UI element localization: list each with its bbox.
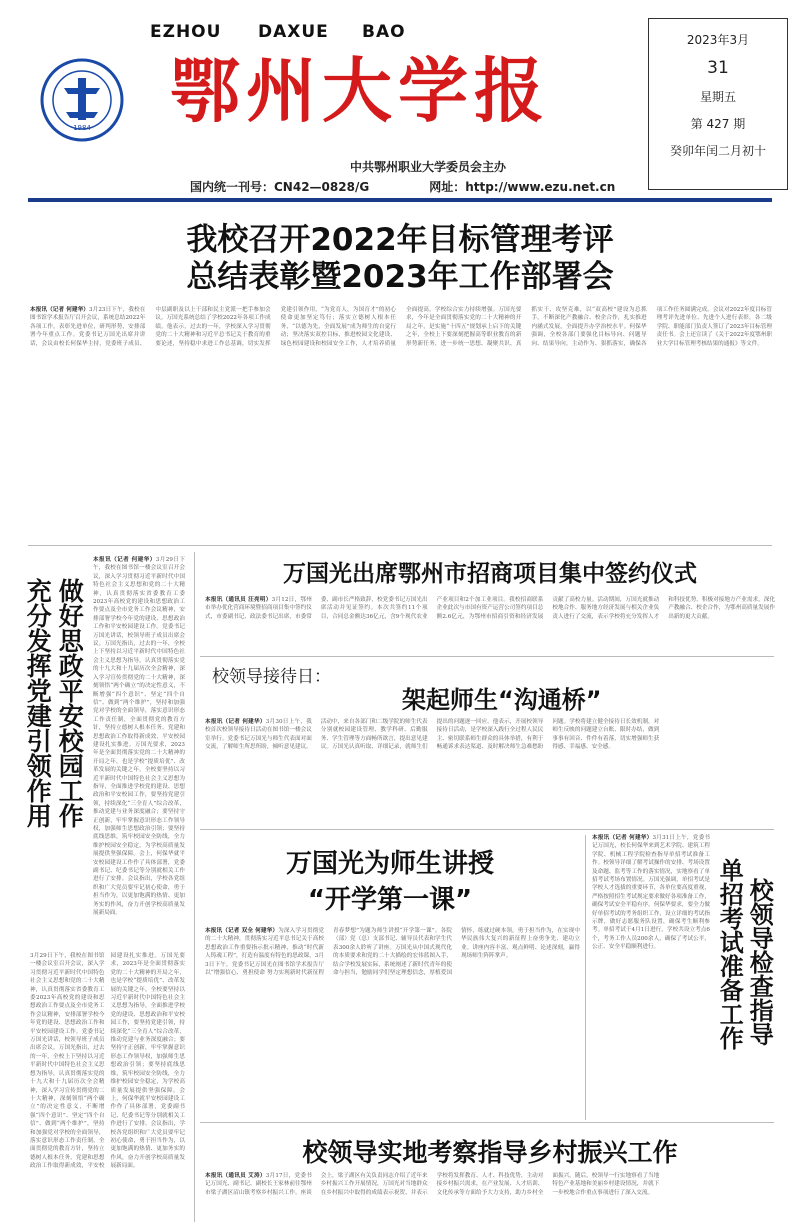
lead-headline-line2: 总结表彰暨2023年工作部署会 xyxy=(186,259,614,295)
issue-day: 31 xyxy=(707,58,729,78)
lead-headline xyxy=(120,222,680,296)
class-byline: 本报讯（记者 双全 何建华） xyxy=(205,928,279,934)
lead-headline-line1: 我校召开2022年目标管理考评 xyxy=(186,222,614,258)
divider xyxy=(200,656,774,657)
bridge-body xyxy=(205,718,775,824)
bridge-headline: 架起师生“沟通桥” xyxy=(402,686,602,714)
lead-body xyxy=(30,306,772,538)
rural-body xyxy=(205,1172,775,1226)
issue-date: 2023年3月 xyxy=(686,33,750,47)
left-column-text-continued: 3月29日下午，我校在图书馆一楼会议室召开会议，深入学习贯彻习近平新时代中国特色社会主义思想和党的二十大精神，认真贯彻落实省委教育工委2023年高校党的建设和思想政治工作要点及全市党务工作会议精神，安排部署学校今年党的建设、思想政治工作和平安校园建设工作。党委书记万国光讲话，校领导班子成员出席会议。万国光指出，过去的一年，全校上下坚持以习近平新时代中国特色社会主义思想为指导，认真贯彻落实党的十九大和十九届历次全会精神，深入学习宣传贯彻党的二十大精神，深刻领悟“两个确立”的决定性意义，不断增强“四个意识”、坚定“四个自信”、做到“两个维护”，坚持和加强党对学校的全面领导，落实意识形态工作责任制，全面贯彻党的教育方针，坚持立德树人根本任务，党建和思想政治工作取得新成效，平安校园建设扎实推进。万国光要求，2023年是全面贯彻落实党的二十大精神的开局之年，也是学校“提质培优”、改革发展的关键之年，全校要坚持以习近平新时代中国特色社会主义思想为指导，全面推进学校党的建设、思想政治和平安校园工作，要坚持党建引领，持续深化“三全育人”综合改革，推动党建与业务深度融合；要坚持守正创新，牢牢掌握意识形态工作领导权，加强师生思想政治引领；要坚持底线思维，筑牢校园安全防线，全力维护校园安全稳定，为学校高质量发展提供坚强保障。会上，何保华就平安校园建设工作作了具体部署，党委副书记、纪委书记等分别就相关工作进行了安排。会议指出，学校各党组织和广大党员要牢记初心使命，勇于担当作为，以更加饱满的热情、更加务实的作风，奋力开创学校高质量发展新局面。 xyxy=(30,953,185,1170)
rural-headline: 校领导实地考察指导乡村振兴工作 xyxy=(302,1138,678,1167)
exam-vertical-headline-2: 单招考试准备工作 xyxy=(715,858,744,1050)
issue-lunar-date: 癸卯年闰二月初十 xyxy=(669,144,766,158)
left-vertical-headline-1: 做好思政平安校园工作 xyxy=(55,578,85,828)
issue-info-box xyxy=(648,18,788,190)
signing-byline: 本报讯（通讯员 汪亮明） xyxy=(205,597,272,603)
masthead-pinyin-daxue: DAXUE xyxy=(258,22,329,42)
exam-vertical-headline-1: 校领导检查指导 xyxy=(745,878,774,1046)
masthead-rule xyxy=(28,198,772,202)
signing-text: 3月12日，鄂州市举办优化营商环境暨招商项目集中签约仪式，市委副书记、政法委书记出席，市委常委、副市长严格致辞，校党委书记万国光出席活动并见证签约。本次共签约11个项目，合同总金额达36亿元，含9个现代农业产业项目和2个加工业项目。我校招商联系企业此次与市国有资产运营公司签约项目总额2.6亿元，为鄂州市招商引资和经济发展贡献了高校力量。活动期间，万国光就推动校地合作、服务地方经济发展与相关企业负责人进行了交流，表示学校将充分发挥人才和科技优势，积极对接地方产业需求，深化产教融合、校企合作，为鄂州高质量发展作出新的更大贡献。 xyxy=(205,597,775,620)
divider xyxy=(200,1122,774,1123)
registration-line xyxy=(190,178,615,195)
left-column-body-top xyxy=(93,556,185,948)
bridge-byline: 本报讯（记者 何建华） xyxy=(205,719,266,725)
publisher: 中共鄂州职业大学委员会主办 xyxy=(350,160,507,174)
divider xyxy=(585,835,586,1120)
exam-byline: 本报讯（记者 何建华） xyxy=(592,835,653,841)
issn-label: 国内统一刊号：CN42—0828/G xyxy=(190,180,370,194)
issue-number: 第 427 期 xyxy=(690,117,746,131)
left-vertical-headline-2: 充分发挥党建引领作用 xyxy=(23,578,53,828)
class-text: 为深入学习贯彻党的二十大精神，贯彻落实习近平总书记关于高校思想政治工作重要指示批示精神，推动“时代新人铸魂工程”，打造有温度有特色的思政课，3月3日下午，党委书记万国光在图书馆学术报告厅以“增强信心、勇担使命 努力实现新时代新征程青春梦想”为题为师生讲授“开学第一课”。各院（部）党（总）支部书记、辅导员代表和学生代表300余人聆听了讲座。万国光从中国式现代化的本质要求和党的二十大描绘的宏伟蓝图入手，结合学校发展实际，系统阐述了新时代青年的使命与担当，勉励同学们坚定理想信念，厚植爱国情怀，练就过硬本领，勇于担当作为，在实现中华民族伟大复兴的新征程上奋勇争先、建功立业。讲座内容丰富、观点鲜明、论述深刻，赢得现场师生阵阵掌声。 xyxy=(205,928,580,977)
bridge-kicker: 校领导接待日： xyxy=(212,667,331,687)
lead-byline: 本报讯（记者 何建华） xyxy=(30,307,89,313)
left-column-text: 3月29日下午，我校在图书馆一楼会议室召开会议，深入学习贯彻习近平新时代中国特色社会主义思想和党的二十大精神，认真贯彻落实省委教育工委2023年高校党的建设和思想政治工作要点及全市党务工作会议精神，安排部署学校今年党的建设、思想政治工作和平安校园建设工作。党委书记万国光讲话，校领导班子成员出席会议。万国光指出，过去的一年，全校上下坚持以习近平新时代中国特色社会主义思想为指导，认真贯彻落实党的十九大和十九届历次全会精神，深入学习宣传贯彻党的二十大精神，深刻领悟“两个确立”的决定性意义，不断增强“四个意识”、坚定“四个自信”、做到“两个维护”，坚持和加强党对学校的全面领导，落实意识形态工作责任制，全面贯彻党的教育方针，坚持立德树人根本任务，党建和思想政治工作取得新成效，平安校园建设扎实推进。万国光要求，2023年是全面贯彻落实党的二十大精神的开局之年，也是学校“提质培优”、改革发展的关键之年，全校要坚持以习近平新时代中国特色社会主义思想为指导，全面推进学校党的建设、思想政治和平安校园工作，要坚持党建引领，持续深化“三全育人”综合改革，推动党建与业务深度融合；要坚持守正创新，牢牢掌握意识形态工作领导权，加强师生思想政治引领；要坚持底线思维，筑牢校园安全防线，全力维护校园安全稳定，为学校高质量发展提供坚强保障。会上，何保华就平安校园建设工作作了具体部署，党委副书记、纪委书记等分别就相关工作进行了安排。会议指出，学校各党组织和广大党员要牢记初心使命，勇于担当作为，以更加饱满的热情、更加务实的作风，奋力开创学校高质量发展新局面。 xyxy=(93,557,185,917)
lead-text: 3月23日下午，我校在图书馆学术报告厅召开会议，系统总结2022年各项工作，表彰先进单位，研判形势，安排部署今年重点工作。党委书记万国光出席并讲话，会议由校长何保华主持，党委班子成员、中层副职及以上干部和民主党派一把手参加会议。万国光系统总结了学校2022年各项工作成绩。他表示，过去的一年，学校深入学习贯彻党的二十大精神和习近平总书记关于教育的重要论述，坚持稳中求进工作总基调，切实发挥党建引领作用，“为党育人，为国育才”的初心使命更加坚定笃行；落实立德树人根本任务，“以德为先，全面发展”成为师生的自觉行动；坚决落实双控目标，推进校园文化建设、绿色校园建设和校园安全工作，人才培养质量全面提高，学校综合实力持续增强。万国光要求，今年是全面贯彻落实党的二十大精神的开局之年，是实施“十四五”规划承上启下的关键之年，全校上下要深刻把握高等职业教育的新形势新任务，进一步统一思想、凝聚共识、真抓实干、攻坚克难，以“双高校”建设为总抓手，不断深化产教融合、校企合作，扎实推进内涵式发展，全面提升办学治校水平。何保华强调，全校各部门要强化目标导向、问题导向、结果导向，主动作为、狠抓落实，确保各项工作任务圆满完成。会议对2022年度目标管理考评先进单位、先进个人进行表彰，各二级学院、职能部门负责人签订了2023年目标管理责任书。会上还宣读了《关于2022年度鄂州职业大学目标管理考核结果的通报》等文件。 xyxy=(30,307,772,347)
exam-text: 3月31日上午，党委书记万国光，校长何保华来到艺术学院、建筑工程学院、机械工程学院检查指导单招考试准备工作。校领导详细了解考试操作的安排、考场设置及命题、监考等工作的落实情况，实地察看了单招考试考场布置情况。万国光强调，单招考试是学校人才选拔的重要环节，各单位要高度重视，严格按照招生考试规定要求做好各项准备工作，确保考试安全平稳有序。何保华要求，要全力做好单招考试的考务组织工作，设立详细的考试指示牌，做好志愿服务队设置，确保考生顺利参考。单招考试于4月1日进行，学校共设立考点6个，考务工作人员200余人，确保了考试公平、公正、安全平稳顺利进行。 xyxy=(592,835,710,951)
class-body xyxy=(205,927,580,1117)
website-label: 网址：http://www.ezu.net.cn xyxy=(429,180,616,194)
rural-text: 3月17日，党委书记万国光、副书记、副校长王家林前往鄂州市梁子湖区沼山镇考察乡村振兴工作。座谈会上，梁子湖区有关负责同志介绍了近年来乡村振兴工作开展情况，万国光对当地群众在乡村振兴中取得的成绩表示祝贺，并表示学校将发挥教育、人才、科技优势，主动对接乡村振兴需求，在产业发展、人才培训、文化传承等方面给予大力支持，助力乡村全面振兴。随后，校领导一行实地察看了当地特色产业基地和美丽乡村建设情况，并就下一步校地合作重点事项进行了深入交流。 xyxy=(205,1173,660,1196)
bridge-text: 3月30日上午，我校首次校领导接待日活动在图书馆一楼会议室举行。党委书记万国光与师生代表面对面交流，了解师生所思所盼，倾听意见建议。活动中，来自各部门和二级学院的师生代表分别就校园建设管理、教学科研、后勤服务、学生管理等方面畅所欲言，提出意见建议。万国光认真听取、详细记录，就师生们提出的问题逐一回应。他表示，开展校领导接待日活动，是学校深入践行全过程人民民主、密切联系师生群众的具体举措，有利于畅通诉求表达渠道、及时解决师生急难愁盼问题。学校将建立健全接待日长效机制，对师生反映的问题建立台账、限时办结，做到事事有回音、件件有着落，切实增强师生获得感、幸福感、安全感。 xyxy=(205,719,660,751)
issue-weekday: 星期五 xyxy=(699,90,736,104)
signing-headline: 万国光出席鄂州市招商项目集中签约仪式 xyxy=(283,561,697,587)
divider xyxy=(28,545,772,546)
class-headline-line1: 万国光为师生讲授 xyxy=(285,849,494,879)
svg-text:1984: 1984 xyxy=(73,124,91,132)
newspaper-title: 鄂州大学报 xyxy=(170,49,550,132)
class-headline-line2: “开学第一课” xyxy=(307,885,473,915)
divider xyxy=(200,829,774,830)
class-headline xyxy=(210,846,570,918)
masthead-pinyin-ezhou: EZHOU xyxy=(150,22,222,42)
rural-byline: 本报讯（通讯员 艾涛） xyxy=(205,1173,266,1179)
exam-body xyxy=(592,834,710,1116)
left-column-byline: 本报讯（记者 何建华） xyxy=(93,557,156,563)
university-logo xyxy=(40,58,124,142)
divider xyxy=(194,552,195,1222)
left-column-body-bottom xyxy=(30,952,185,1220)
masthead-pinyin-bao: BAO xyxy=(362,22,406,42)
